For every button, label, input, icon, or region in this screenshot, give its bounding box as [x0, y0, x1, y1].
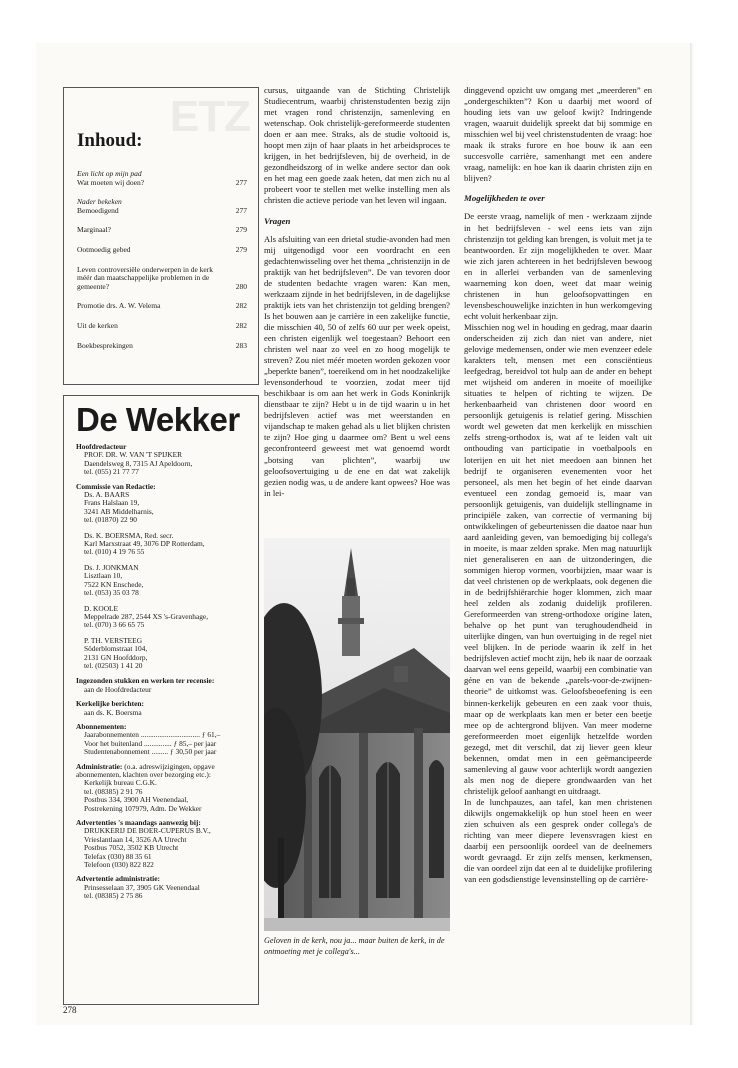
- address-lines: [76, 709, 254, 717]
- text-line: Ds. K. BOERSMA, Red. secr.: [84, 530, 174, 540]
- photo-caption: Geloven in de kerk, nou ja... maar buiten de kerk, in de ontmoeting met je collega's...: [264, 936, 445, 956]
- text-line: tel. (070) 3 66 65 75: [84, 620, 145, 630]
- page-number: 278: [63, 1005, 77, 1015]
- toc-watermark: ETZ: [169, 92, 250, 141]
- text-line: D. KOOLE: [84, 603, 119, 613]
- toc-entry: [77, 246, 247, 255]
- text-line: tel. (08385) 2 91 76: [84, 786, 143, 796]
- toc-entry-title: Promotie drs. A. W. Velema: [77, 301, 161, 311]
- article-paragraph: cursus, uitgaande van de Stichting Christelijk Studiecentrum, waarbij christenstudenten bezig zijn met vragen rond christenzijn, samenleving en wetenschap. Ook christelijk-gereformeerde studenten doen er aan mee. Straks, als de studie voltooid is, hoopt men zijn of haar plaats in het arbeidsproces te krijgen, in het bedrijfsleven, bij de overheid, in de gezondheidszorg of in welke andere sector dan ook en het mag een goede zaak heten, dat men zich nu al probeert voor te stellen met welke instelling men als christen die actieve periode van het leven wil ingaan.: [264, 85, 450, 206]
- toc-entry-title: Leven controversiële onderwerpen in de kerk méér dan maatschappelijke problemen in de gemeente?: [77, 264, 213, 291]
- text-line: tel. (010) 4 19 76 55: [84, 547, 145, 557]
- text-line: aan ds. K. Boersma: [84, 707, 142, 717]
- text-line: Daendelsweg 8, 7315 AJ Apeldoorn,: [84, 458, 193, 468]
- text-line: tel. (01870) 22 90: [84, 515, 137, 525]
- toc-entry: [77, 226, 247, 235]
- toc-entry-page: 282: [235, 301, 247, 311]
- church-photo: [264, 538, 450, 931]
- text-line: Studentenabonnement ......... ƒ 30,50 per jaar: [84, 747, 217, 757]
- advertising-administration: [76, 875, 254, 900]
- text-line: PROF. DR. W. VAN 'T SPIJKER: [84, 450, 183, 460]
- toc-entry-title: Wat moeten wij doen?: [77, 177, 145, 187]
- text-line: Kerkelijk bureau C.G.K.: [84, 778, 157, 788]
- article-column-3: [464, 85, 652, 885]
- editor-in-chief: [76, 443, 254, 477]
- text-line: tel. (055) 21 77 77: [84, 467, 139, 477]
- text-line: Prinsesselaan 37, 3905 GK Veenendaal: [84, 882, 200, 892]
- text-line: Postbus 334, 3900 AH Veenendaal,: [84, 795, 189, 805]
- article-paragraph: dinggevend opzicht uw omgang met „meerderen” en „ondergeschikten”? Kon u daarbij met woord of houding iets van uw geloof kwijt? Indringende vragen, waaruit duidelijk spreekt dat bij sommige en misschien wel bij veel christenstudenten de vraag: hoe maak ik straks furore en hoe bouw ik aan een succesvolle carrière, samenhangt met een andere vraag, namelijk: en hoe kan ik daarin christen zijn en blijven?: [464, 85, 652, 184]
- masthead-title: De Wekker: [76, 401, 240, 438]
- submissions: [76, 677, 254, 694]
- toc-entry-page: 283: [235, 340, 247, 350]
- committee-member: [76, 491, 254, 525]
- advertising: [76, 819, 254, 869]
- committee-member: [76, 605, 254, 630]
- text-line: Söderblomstraat 104,: [84, 644, 148, 654]
- toc-entry-page: 279: [235, 244, 247, 254]
- committee-members: [76, 491, 254, 670]
- toc-entry-title: Ootmoedig gebed: [77, 244, 131, 254]
- text-line: 3241 AB Middelharnis,: [84, 506, 154, 516]
- article-paragraph: Als afsluiting van een drietal studie-avonden had men mij uitgenodigd voor een voordracht en een gedachtenwisseling over het thema „christenzijn in de praktijk van het bedrijfsleven”. De van tevoren door de studenten bedachte vragen waren: Kan men, werkzaam zijnde in het bedrijfsleven, in de dagelijkse praktijk iets van het christenzijn tot gelding brengen? Is het bouwen aan je carrière in een zakelijke functie, die misschien 40, 50 of zelfs 60 uur per week opeist, een christen eigenlijk wel toegestaan? Behoort een christen wel naar zo veel en zo hoog mogelijk te streven? Zou niet méér moeten worden gekozen voor „beperkte banen”, toereikend om in het noodzakelijke levensonderhoud te voorzien, zodat meer tijd beschikbaar is om aan het werk in Gods Koninkrijk dienstbaar te zijn? Hebt u in de tijd waarin u in het bedrijfsleven actief was met weerstanden en vijandschap te maken gehad als u liet blijken christen te zijn? Hoe ging u daarmee om? Bent u wel eens geconfronteerd geweest met wat genoemd wordt „botsing van plichten”, waarbij uw geloofsovertuiging u de ene en dat wat zakelijk gezien nodig was, u de andere kant opwees? Hoe was in lei-: [264, 233, 450, 498]
- text-line: tel. (08385) 2 75 86: [84, 891, 143, 901]
- article-column-2: [264, 85, 450, 499]
- masthead-body: [76, 443, 254, 907]
- address-lines: [76, 827, 254, 869]
- article-paragraph: In de lunchpauzes, aan tafel, kan men christenen dikwijls ongemakkelijk op hun stoel heen en weer zien schuiven als een gesprek onder collega's de richting van meer diepere levensvragen kiest en daarbij een persoonlijk oordeel van de deelnemers wordt gevraagd. Er zijn zelfs mensen, kerkmensen, die van oordeel zijn dat een al te duidelijke profilering van een godsdienstige levensinstelling op de carrière-: [464, 796, 652, 885]
- church-news: [76, 700, 254, 717]
- toc-entry: [77, 266, 247, 292]
- section-heading: Hoofdredacteur: [76, 442, 127, 451]
- text-line: tel. (02503) 1 41 20: [84, 660, 143, 670]
- toc-entry-page: 279: [235, 225, 247, 235]
- text-line: Ds. A. BAARS: [84, 490, 130, 500]
- address-lines: [76, 779, 254, 813]
- text-line: Meppelrade 287, 2544 XS 's-Gravenhage,: [84, 611, 209, 621]
- table-of-contents: [63, 87, 259, 385]
- toc-entry-title: Uit de kerken: [77, 320, 118, 330]
- text-line: tel. (053) 35 03 78: [84, 588, 139, 598]
- text-line: Frans Halslaan 19,: [84, 498, 140, 508]
- committee-member: [76, 564, 254, 598]
- section-heading: Ingezonden stukken en werken ter recensie:: [76, 676, 215, 686]
- toc-entry: [77, 198, 247, 215]
- subheading-vragen: Vragen: [264, 215, 291, 226]
- text-line: Postbus 7052, 3502 KB Utrecht: [84, 843, 179, 853]
- toc-title: Inhoud:: [77, 130, 143, 151]
- administration: [76, 763, 254, 813]
- toc-entry-title: Bemoedigend: [77, 205, 119, 215]
- committee-member: [76, 532, 254, 557]
- text-line: DRUKKERIJ DE BOER-CUPERUS B.V.,: [84, 826, 211, 836]
- text-line: Postrekening 107979, Adm. De Wekker: [84, 803, 202, 813]
- editorial-committee: [76, 483, 254, 671]
- text-line: Telefax (030) 88 35 61: [84, 851, 152, 861]
- price-lines: [76, 731, 254, 756]
- text-line: Telefoon (030) 822 822: [84, 860, 154, 870]
- toc-entry-page: 280: [235, 281, 247, 291]
- text-line: 2131 GN Hoofddorp,: [84, 652, 148, 662]
- toc-entry-kicker: Nader bekeken: [77, 197, 122, 207]
- committee-member: [76, 637, 254, 671]
- text-line: Lisztlaan 10,: [84, 571, 123, 581]
- toc-entry-title: Boekbesprekingen: [77, 340, 133, 350]
- text-line: Karl Marxstraat 49, 3076 DP Rotterdam,: [84, 539, 205, 549]
- text-line: Jaarabonnementen ................................ ƒ 61,–: [84, 730, 221, 740]
- text-line: aan de Hoofdredacteur: [84, 684, 152, 694]
- toc-entry-page: 277: [235, 205, 247, 215]
- text-line: P. TH. VERSTEEG: [84, 635, 143, 645]
- text-line: Vrieslantlaan 14, 3526 AA Utrecht: [84, 834, 187, 844]
- article-paragraph: Misschien nog wel in houding en gedrag, maar daarin onderscheiden zij zich dan niet van andere, niet gelovige medemensen, onder wie men evenzeer edele karakters telt, mensen met een consciëntieus leefgedrag, bereidvol tot hulp aan de ander en behept met wijsheid om anderen in moeite of moeilijke situaties te helpen of richting te wijzen. De herkenbaarheid van christenen door woord en persoonlijk getuigenis is relatief gering. Misschien wordt wel geweten dat men kerkelijk en misschien zelfs streng-orthodox is, wat af te leiden valt uit onthouding van participatie in voetbalpools en loterijen en uit het niet meedoen aan binnen het bedrijf te organiseren evenementen voor het personeel, als men het begin of het einde daarvan eventueel een zondag gemoeid is, maar van persoonlijk getuigenis, van duidelijk stellingname in principiële zaken, van correctie of vermaning bij ontwikkelingen of gebeurtenissen die daatoe naar hun aard aanleiding geven, van bemoediging bij collega's in moeite, is maar zelden sprake. Men mag natuurlijk niet generaliseren en aan de uitzonderingen, die sommigen hierop vormen, voorbijzien, maar waar is dat veel christenen op de werkplaats, ook degenen die in de bedrijfshiërarchie hoger klommen, zich maar heel zelden als zodanig duidelijk profileren. Gereformeerden van streng-orthodoxe origine laten, behalve op het punt van terughoudendheid in uiterlijke dingen, van hun overtuiging in de regel niet veel blijken. In de periode waarin ik zelf in het bedrijfsleven actief mocht zijn, heb ik naar de oorzaak daarvan wel eens gepeild, waarbij een combinatie van géne en van de bekende „parels-voor-de-zwijnen-theorie” de uitkomst was. Geloofsbeoefening is een binnen-kerkelijk gebeuren en een zaak voor thuis, maar op de werkplaats kan men er beter een beetje mee op de achtergrond blijven. Van meer moderne gereformeerden moet eigenlijk hetzelfde worden gezegd, met dit verschil, dat zij liever geen kleur bekennen, omdat men in een geëmancipeerde samenleving al gauw voor achterlijk wordt aangezien als men nog de diepere grondwaarden van het christelijk geloof aanhangt en uitdraagt.: [464, 321, 652, 796]
- toc-entry-page: 277: [235, 177, 247, 187]
- toc-list: [77, 170, 247, 361]
- toc-entry: [77, 302, 247, 311]
- toc-entry: [77, 322, 247, 331]
- address-lines: [76, 451, 254, 476]
- subheading-mogelijkheden: Mogelijkheden te over: [464, 193, 545, 204]
- toc-entry: [77, 342, 247, 351]
- section-heading: Advertentie administratie:: [76, 874, 160, 884]
- address-lines: [76, 686, 254, 694]
- section-heading: Administratie:: [76, 761, 123, 771]
- address-lines: [76, 884, 254, 901]
- toc-entry: [77, 170, 247, 187]
- section-heading: Abonnementen:: [76, 721, 127, 731]
- text-line: Ds. J. JONKMAN: [84, 562, 139, 572]
- text-line: Voor het buitenland ............... ƒ 85,– per jaar: [84, 738, 217, 748]
- page-fold-shadow: [690, 43, 694, 1025]
- toc-entry-page: 282: [235, 320, 247, 330]
- subscriptions: [76, 723, 254, 757]
- masthead: [63, 395, 259, 1005]
- section-heading: Advertenties 's maandags aanwezig bij:: [76, 818, 201, 828]
- article-paragraph: De eerste vraag, namelijk of men - werkzaam zijnde in het bedrijfsleven - wel eens iets van zijn christenzijn tot gelding kan brengen, is voluit met ja te beantwoorden. Er zijn mogelijkheden te over. Maar wie zich jaren achtereen in het bedrijfsleven bewoog en in allerlei verbanden van de samenleving waarneming kon doen, weet dat maar weinig christenen in hun geloofsopvattingen en levensbeschouwelijke inzichten in hun werkomgeving echt voluit herkenbaar zijn.: [464, 211, 652, 321]
- section-heading: Commissie van Redactie:: [76, 481, 156, 491]
- text-line: 7522 KN Enschede,: [84, 579, 144, 589]
- toc-entry-kicker: Een licht op mijn pad: [77, 169, 142, 178]
- toc-entry-title: Marginaal?: [77, 225, 112, 235]
- administration-note: (o.a. adreswijzigingen, opgave abonnementen, klachten over bezorging etc.):: [76, 761, 215, 779]
- section-heading: Kerkelijke berichten:: [76, 699, 144, 709]
